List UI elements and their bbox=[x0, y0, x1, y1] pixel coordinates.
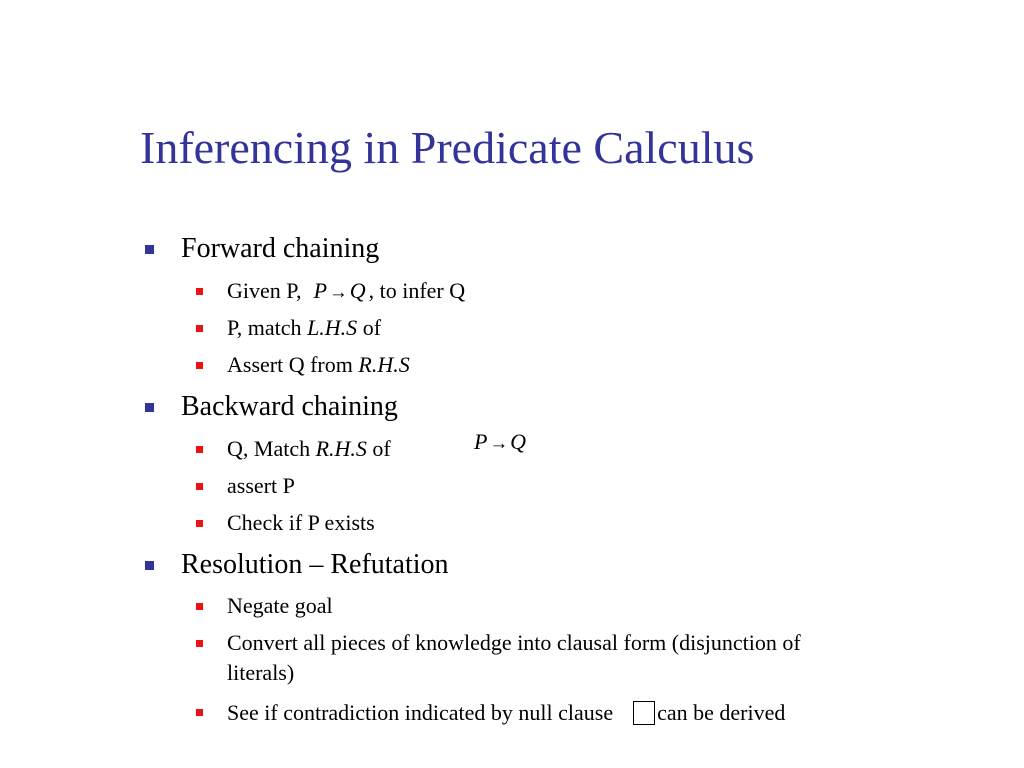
see-prefix: See if contradiction indicated by null clause bbox=[227, 700, 614, 725]
formula-p: P bbox=[474, 429, 488, 454]
check-p-text: Check if P exists bbox=[227, 510, 375, 535]
convert-line-2: literals) bbox=[227, 660, 295, 685]
square-bullet-icon bbox=[196, 483, 203, 490]
assert-rhs: R.H.S bbox=[358, 352, 410, 377]
square-bullet-icon bbox=[196, 325, 203, 332]
bullet-assert-q bbox=[227, 354, 410, 376]
implication-formula bbox=[314, 278, 366, 303]
bullet-null-clause bbox=[227, 701, 785, 725]
formula-p: P bbox=[313, 278, 328, 303]
forward-chaining-label: Forward chaining bbox=[181, 233, 380, 264]
square-bullet-icon bbox=[196, 446, 203, 453]
bullet-resolution-refutation bbox=[181, 551, 449, 579]
convert-line-1: Convert all pieces of knowledge into clausal form (disjunction of bbox=[227, 630, 801, 655]
implies-arrow-icon: → bbox=[329, 282, 348, 303]
formula-q: Q bbox=[510, 429, 527, 454]
bullet-convert-clausal bbox=[227, 632, 801, 654]
bullet-negate-goal bbox=[227, 595, 333, 617]
bullet-backward-chaining bbox=[181, 393, 398, 421]
bullet-given-p bbox=[227, 280, 465, 303]
implies-arrow-icon: → bbox=[489, 433, 509, 454]
match-lhs: L.H.S bbox=[307, 315, 358, 340]
square-bullet-icon bbox=[196, 520, 203, 527]
bullet-p-match bbox=[227, 317, 381, 339]
bullet-q-match bbox=[227, 438, 391, 460]
match-suffix: of bbox=[357, 315, 382, 340]
negate-goal-text: Negate goal bbox=[227, 593, 333, 618]
floating-implication-formula bbox=[474, 431, 526, 454]
formula-q: Q bbox=[349, 278, 366, 303]
null-clause-box-icon bbox=[633, 701, 655, 725]
backward-chaining-label: Backward chaining bbox=[181, 391, 398, 422]
given-suffix: , to infer Q bbox=[368, 278, 466, 303]
match-prefix: Q, Match bbox=[227, 436, 316, 461]
see-suffix: can be derived bbox=[657, 700, 786, 725]
slide-title: Inferencing in Predicate Calculus bbox=[140, 122, 755, 173]
match-suffix: of bbox=[366, 436, 391, 461]
square-bullet-icon bbox=[196, 362, 203, 369]
convert-continuation bbox=[227, 662, 294, 684]
assert-prefix: Assert Q from bbox=[227, 352, 359, 377]
bullet-assert-p bbox=[227, 475, 295, 497]
square-bullet-icon bbox=[196, 640, 203, 647]
assert-p-text: assert P bbox=[227, 473, 295, 498]
square-bullet-icon bbox=[145, 245, 154, 254]
square-bullet-icon bbox=[145, 403, 154, 412]
match-rhs: R.H.S bbox=[315, 436, 367, 461]
given-prefix: Given P, bbox=[227, 278, 302, 303]
square-bullet-icon bbox=[196, 709, 203, 716]
bullet-check-p bbox=[227, 512, 375, 534]
square-bullet-icon bbox=[145, 561, 154, 570]
resolution-label: Resolution – Refutation bbox=[181, 549, 449, 580]
square-bullet-icon bbox=[196, 288, 203, 295]
square-bullet-icon bbox=[196, 603, 203, 610]
bullet-forward-chaining bbox=[181, 235, 379, 263]
match-prefix: P, match bbox=[227, 315, 308, 340]
